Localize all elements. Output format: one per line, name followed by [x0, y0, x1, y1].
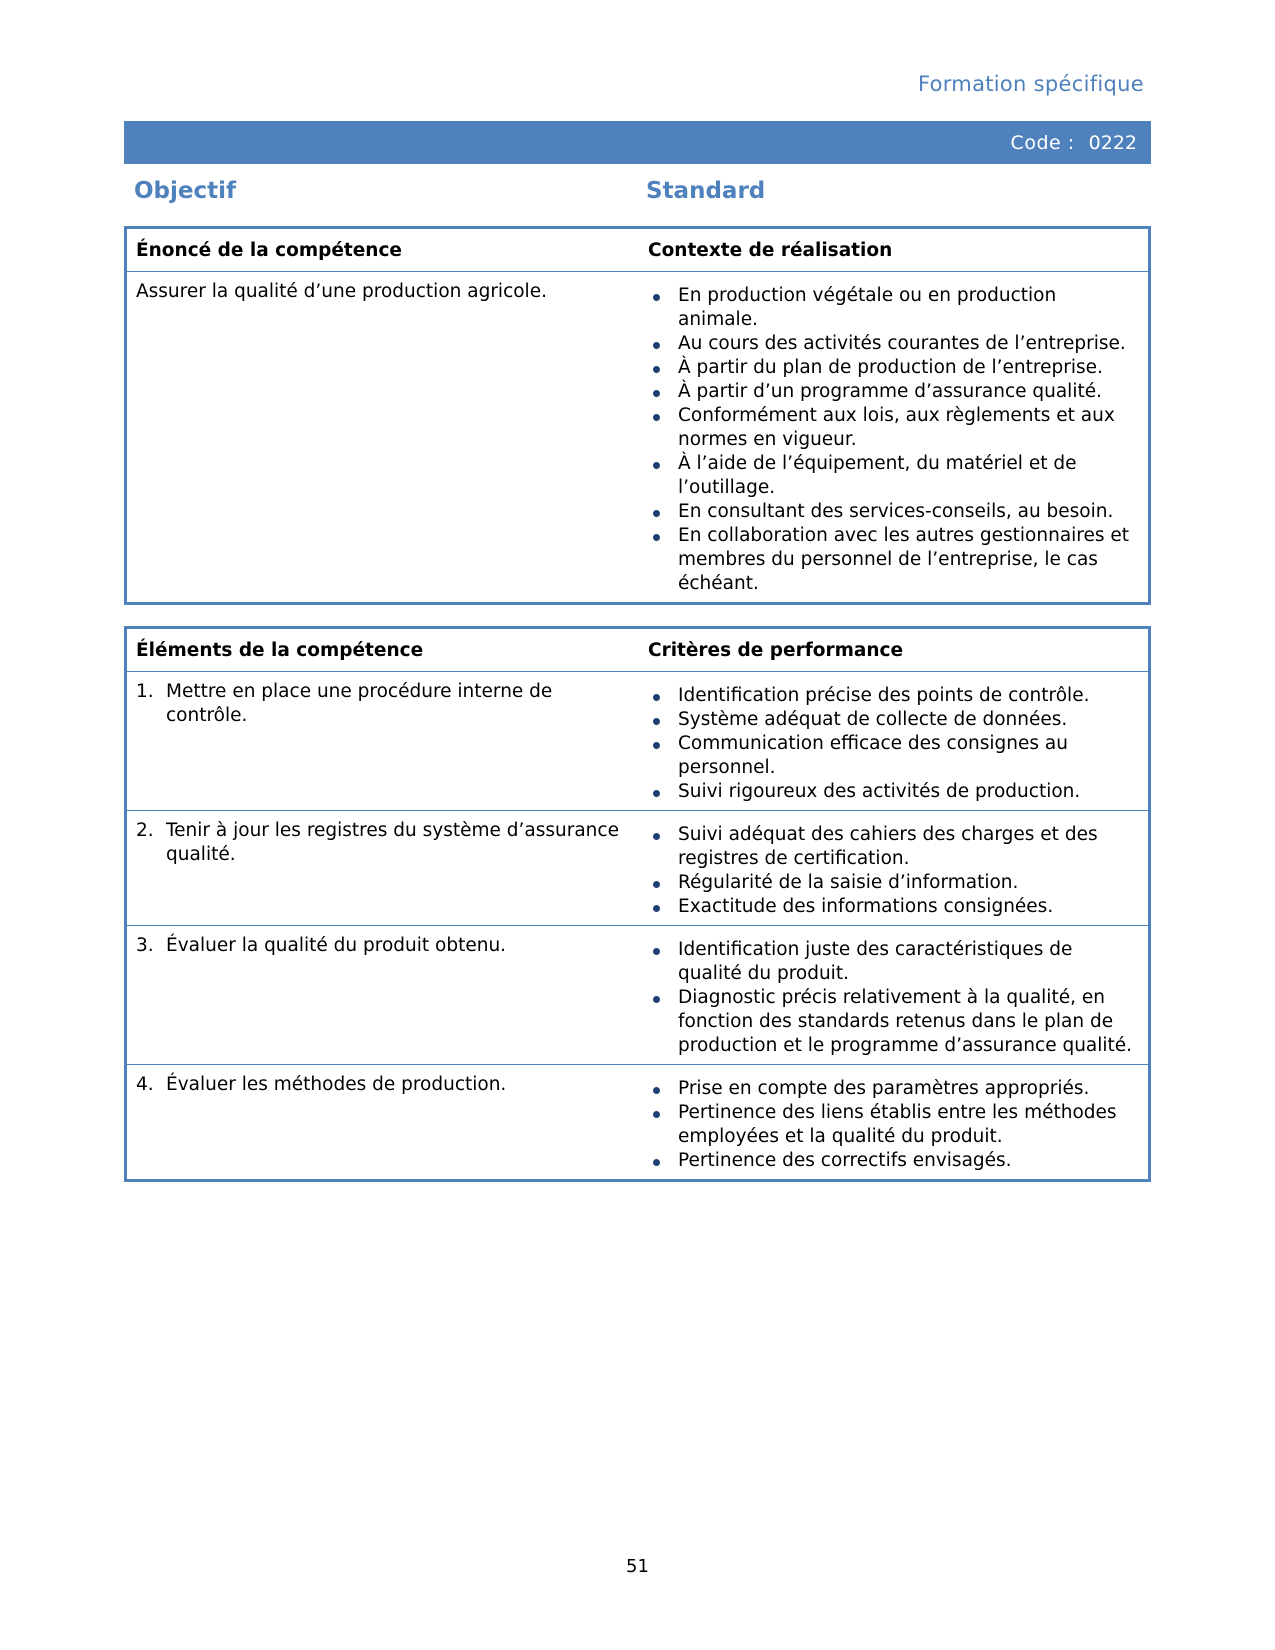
page-number: 51	[626, 1556, 649, 1577]
criteria-cell	[639, 926, 1150, 1065]
element-number: 4.	[136, 1074, 154, 1095]
list-item: En consultant des services-conseils, au besoin.	[648, 500, 1139, 524]
element-text: Mettre en place une procédure interne de contrôle.	[166, 681, 553, 726]
criteria-cell	[639, 1065, 1150, 1181]
criteria-list	[648, 823, 1139, 919]
competence-statement: Assurer la qualité d’une production agricole.	[136, 281, 547, 302]
code-label: Code :	[1010, 131, 1075, 154]
section-label: Formation spécifique	[917, 72, 1144, 96]
list-item: Diagnostic précis relativement à la qualité, en fonction des standards retenus dans le plan de production et le programme d’assurance qualité.	[648, 986, 1139, 1058]
competence-statement-table	[124, 226, 1151, 605]
objectif-title: Objectif	[134, 178, 237, 204]
element-number: 1.	[136, 681, 154, 702]
list-item: Système adéquat de collecte de données.	[648, 708, 1139, 732]
list-item: Régularité de la saisie d’information.	[648, 871, 1139, 895]
criteria-cell	[639, 672, 1150, 811]
table-row	[126, 672, 1150, 811]
list-item: À l’aide de l’équipement, du matériel et de l’outillage.	[648, 452, 1139, 500]
criteria-cell	[639, 811, 1150, 926]
criteria-list	[648, 1077, 1139, 1173]
list-item: Communication efficace des consignes au personnel.	[648, 732, 1139, 780]
criteria-list	[648, 684, 1139, 804]
list-item: En collaboration avec les autres gestionnaires et membres du personnel de l’entreprise, le cas échéant.	[648, 524, 1139, 596]
element-number: 2.	[136, 820, 154, 841]
element-text: Évaluer la qualité du produit obtenu.	[166, 935, 507, 956]
element-number: 3.	[136, 935, 154, 956]
header-enonce: Énoncé de la compétence	[126, 228, 640, 272]
header-criteres: Critères de performance	[639, 628, 1150, 672]
list-item: Exactitude des informations consignées.	[648, 895, 1139, 919]
code-bar	[124, 121, 1151, 164]
list-item: À partir du plan de production de l’entreprise.	[648, 356, 1139, 380]
table-header-row	[126, 228, 1150, 272]
criteria-list	[648, 938, 1139, 1058]
element-cell	[126, 811, 640, 926]
list-item: Pertinence des liens établis entre les méthodes employées et la qualité du produit.	[648, 1101, 1139, 1149]
header-elements: Éléments de la compétence	[126, 628, 640, 672]
list-item: Prise en compte des paramètres appropriés.	[648, 1077, 1139, 1101]
element-text: Tenir à jour les registres du système d’assurance qualité.	[166, 820, 619, 865]
list-item: Suivi rigoureux des activités de production.	[648, 780, 1139, 804]
list-item: Identification précise des points de contrôle.	[648, 684, 1139, 708]
element-cell	[126, 672, 640, 811]
context-list	[648, 284, 1139, 596]
list-item: Pertinence des correctifs envisagés.	[648, 1149, 1139, 1173]
list-item: Suivi adéquat des cahiers des charges et des registres de certification.	[648, 823, 1139, 871]
element-text: Évaluer les méthodes de production.	[166, 1074, 507, 1095]
section-titles	[124, 178, 1151, 214]
context-list-cell	[639, 272, 1150, 604]
performance-criteria-table	[124, 626, 1151, 1182]
standard-title: Standard	[646, 178, 766, 204]
table-header-row	[126, 628, 1150, 672]
element-cell	[126, 1065, 640, 1181]
code-value: 0222	[1088, 131, 1137, 154]
list-item: En production végétale ou en production animale.	[648, 284, 1139, 332]
table-row	[126, 811, 1150, 926]
table-row	[126, 1065, 1150, 1181]
table-row	[126, 272, 1150, 604]
list-item: Conformément aux lois, aux règlements et aux normes en vigueur.	[648, 404, 1139, 452]
header-contexte: Contexte de réalisation	[639, 228, 1150, 272]
list-item: Au cours des activités courantes de l’entreprise.	[648, 332, 1139, 356]
list-item: À partir d’un programme d’assurance qualité.	[648, 380, 1139, 404]
table-row	[126, 926, 1150, 1065]
element-cell	[126, 926, 640, 1065]
list-item: Identification juste des caractéristiques de qualité du produit.	[648, 938, 1139, 986]
